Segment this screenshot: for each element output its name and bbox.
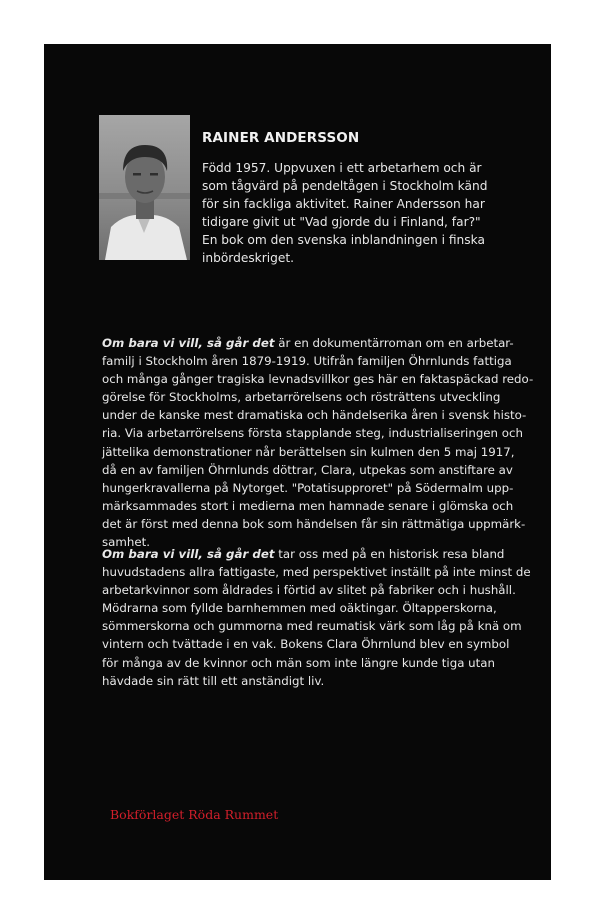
publisher-name: Bokförlaget Röda Rummet [110, 807, 279, 822]
author-name: RAINER ANDERSSON [202, 130, 360, 146]
paragraph-line: huvudstadens allra fattigaste, med perspektivet inställt på inte minst de [102, 565, 531, 580]
author-bio-line: för sin fackliga aktivitet. Rainer Andersson har [202, 197, 485, 212]
paragraph-line: sömmerskorna och gummorna med reumatisk värk som låg på knä om [102, 619, 522, 634]
paragraph-line: Mödrarna som fyllde barnhemmen med oäktingar. Öltapperskorna, [102, 601, 497, 616]
paragraph-line: märksammades stort i medierna men hamnade senare i glömska och [102, 498, 514, 513]
paragraph-line [102, 545, 522, 563]
paragraph-line: görelse för Stockholms, arbetarrörelsens och rösträttens utveckling [102, 390, 501, 405]
author-bio-line: En bok om den svenska inblandningen i finska [202, 233, 485, 248]
book-title-emphasis: Om bara vi vill, så går det [102, 547, 275, 561]
paragraph-line: under de kanske mest dramatiska och händelserika åren i svensk histo- [102, 408, 527, 423]
author-bio [202, 159, 502, 268]
paragraph-line: det är först med denna bok som händelsen får sin rättmätiga uppmärk- [102, 516, 526, 531]
paragraph-text: tar oss med på en historisk resa bland [274, 547, 505, 561]
paragraph-line: samhet. [102, 535, 150, 550]
paragraph-line: ria. Via arbetarrörelsens första stapplande steg, industrialiseringen och [102, 426, 523, 441]
author-bio-line: inbördeskriget. [202, 251, 295, 266]
author-bio-line: som tågvärd på pendeltågen i Stockholm känd [202, 179, 488, 194]
paragraph-line: hungerkravallerna på Nytorget. "Potatisupproret" på Södermalm upp- [102, 480, 514, 495]
author-bio-line: Född 1957. Uppvuxen i ett arbetarhem och är [202, 161, 482, 175]
paragraph-line: arbetarkvinnor som åldrades i förtid av slitet på fabriker och i hushåll. [102, 583, 516, 598]
paragraph-line: då en av familjen Öhrnlunds döttrar, Clara, utpekas som anstiftare av [102, 462, 513, 477]
paragraph-line: hävdade sin rätt till ett anständigt liv. [102, 673, 325, 688]
author-bio-line: tidigare givit ut "Vad gjorde du i Finland, far?" [202, 215, 481, 230]
paragraph-line: jättelika demonstrationer når berättelsen sin kulmen den 5 maj 1917, [102, 444, 515, 459]
book-title-emphasis: Om bara vi vill, så går det [102, 336, 275, 350]
paragraph-line [102, 334, 522, 352]
back-cover [44, 44, 551, 880]
description-paragraph-1 [102, 334, 534, 551]
paragraph-line: och många gånger tragiska levnadsvillkor ges här en faktaspäckad redo- [102, 372, 534, 387]
author-portrait-image [99, 115, 190, 260]
paragraph-line: för många av de kvinnor och män som inte längre kunde tiga utan [102, 655, 495, 670]
paragraph-line: familj i Stockholm åren 1879-1919. Utifrån familjen Öhrnlunds fattiga [102, 354, 512, 369]
description-paragraph-2 [102, 545, 531, 690]
paragraph-line: vintern och tvättade i en vak. Bokens Clara Öhrnlund blev en symbol [102, 637, 510, 652]
author-photo [99, 115, 190, 260]
paragraph-text: är en dokumentärroman om en arbetar- [274, 336, 514, 350]
